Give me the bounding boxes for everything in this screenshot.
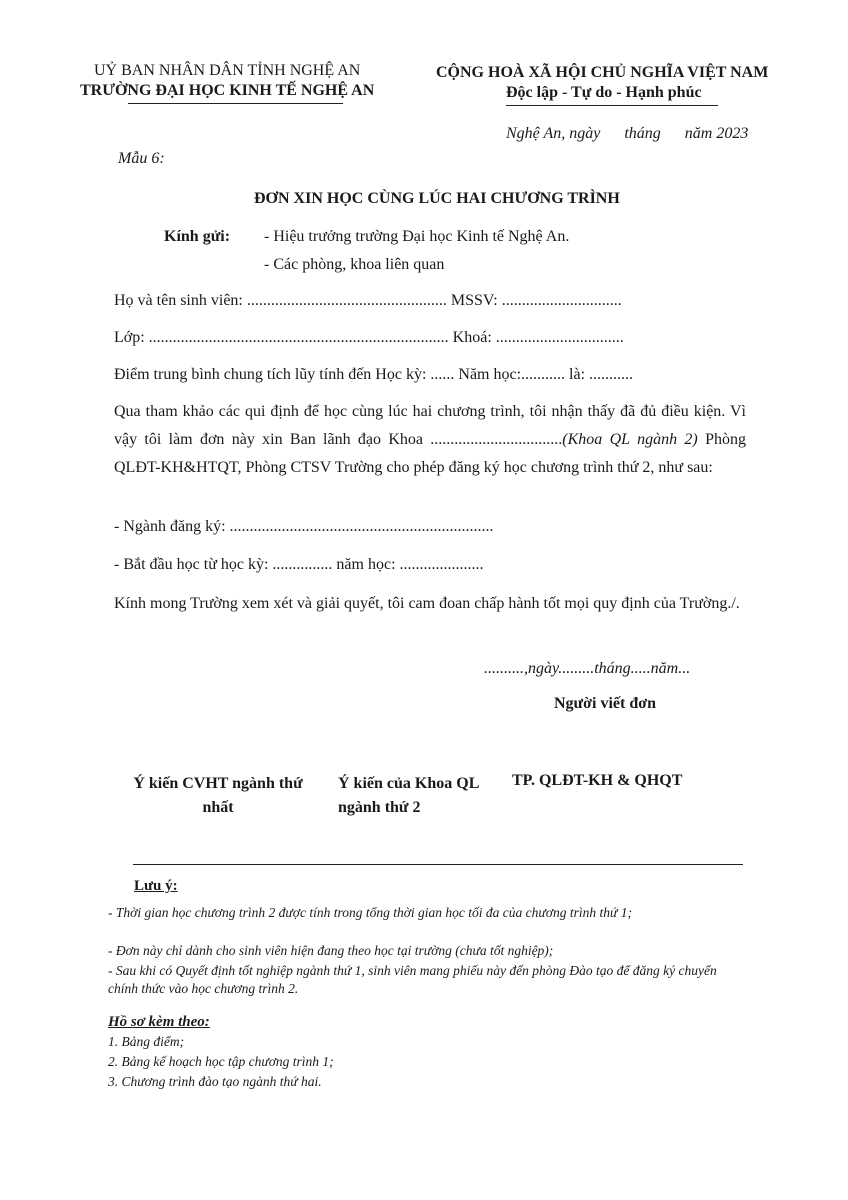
start-term-field: - Bắt đầu học từ học kỳ: ............... năm học: ..................... [114,556,484,573]
attachment-3: 3. Chương trình đào tạo ngành thứ hai. [108,1074,322,1089]
school-underline [128,103,343,104]
school-name: TRƯỜNG ĐẠI HỌC KINH TẾ NGHỆ AN [80,82,375,99]
form-code: Mẫu 6: [118,150,165,167]
approval-office: TP. QLĐT-KH & QHQT [512,772,683,789]
org-name: UỶ BAN NHÂN DÂN TỈNH NGHỆ AN [94,62,361,79]
request-text-b: Phòng QLĐT-KH&HTQT, Phòng CTSV Trường cho phép đăng ký học chương trình thứ 2, như sau: [114,431,746,476]
notes-heading: Lưu ý: [134,878,178,894]
closing-paragraph: Kính mong Trường xem xét và giải quyết, tôi cam đoan chấp hành tốt mọi quy định của Trường./. [114,595,740,612]
country-name: CỘNG HOÀ XÃ HỘI CHỦ NGHĨA VIỆT NAM [436,64,769,81]
attachments-heading: Hồ sơ kèm theo: [108,1014,210,1030]
request-paragraph [114,398,746,482]
request-text-a: Qua tham khảo các qui định để học cùng lúc hai chương trình, tôi nhận thấy đã đủ điều kiện. Vì vậy tôi làm đơn này xin Ban lãnh đạo Khoa ................................. [114,403,746,448]
recipient-label: Kính gửi: [164,228,231,245]
motto-underline [506,105,718,106]
class-field: Lớp: ........................................................................... Khoá: ................................ [114,329,624,346]
place-date: Nghệ An, ngày tháng năm 2023 [506,125,749,142]
approval-faculty: Ý kiến của Khoa QL ngành thứ 2 [338,775,479,816]
motto: Độc lập - Tự do - Hạnh phúc [506,84,702,101]
approval-advisor: Ý kiến CVHT ngành thứ nhất [133,775,303,816]
note-1: - Thời gian học chương trình 2 được tính trong tổng thời gian học tối đa của chương trình thứ 1; [108,905,632,920]
recipient-2: - Các phòng, khoa liên quan [264,256,445,273]
signature-date: ..........,ngày.........tháng.....năm... [484,660,691,677]
student-name-field: Họ và tên sinh viên: .................................................. MSSV: .............................. [114,292,622,309]
note-2: - Đơn này chỉ dành cho sinh viên hiện đang theo học tại trường (chưa tốt nghiệp); [108,943,554,958]
gpa-field: Điểm trung bình chung tích lũy tính đến Học kỳ: ...... Năm học:........... là: ........... [114,366,634,383]
signer-label: Người viết đơn [554,695,656,712]
notes-separator [133,864,743,865]
attachment-1: 1. Bảng điểm; [108,1034,185,1049]
major-field: - Ngành đăng ký: .................................................................. [114,518,494,535]
note-3: - Sau khi có Quyết định tốt nghiệp ngành thứ 1, sinh viên mang phiếu này đến phòng Đào tạo để đăng ký chuyển chính thức vào học chương trình 2. [108,963,717,996]
form-title: ĐƠN XIN HỌC CÙNG LÚC HAI CHƯƠNG TRÌNH [254,190,620,207]
recipient-1: - Hiệu trưởng trường Đại học Kinh tế Nghệ An. [264,228,570,245]
request-text-italic: (Khoa QL ngành 2) [562,431,698,448]
attachment-2: 2. Bảng kế hoạch học tập chương trình 1; [108,1054,334,1069]
